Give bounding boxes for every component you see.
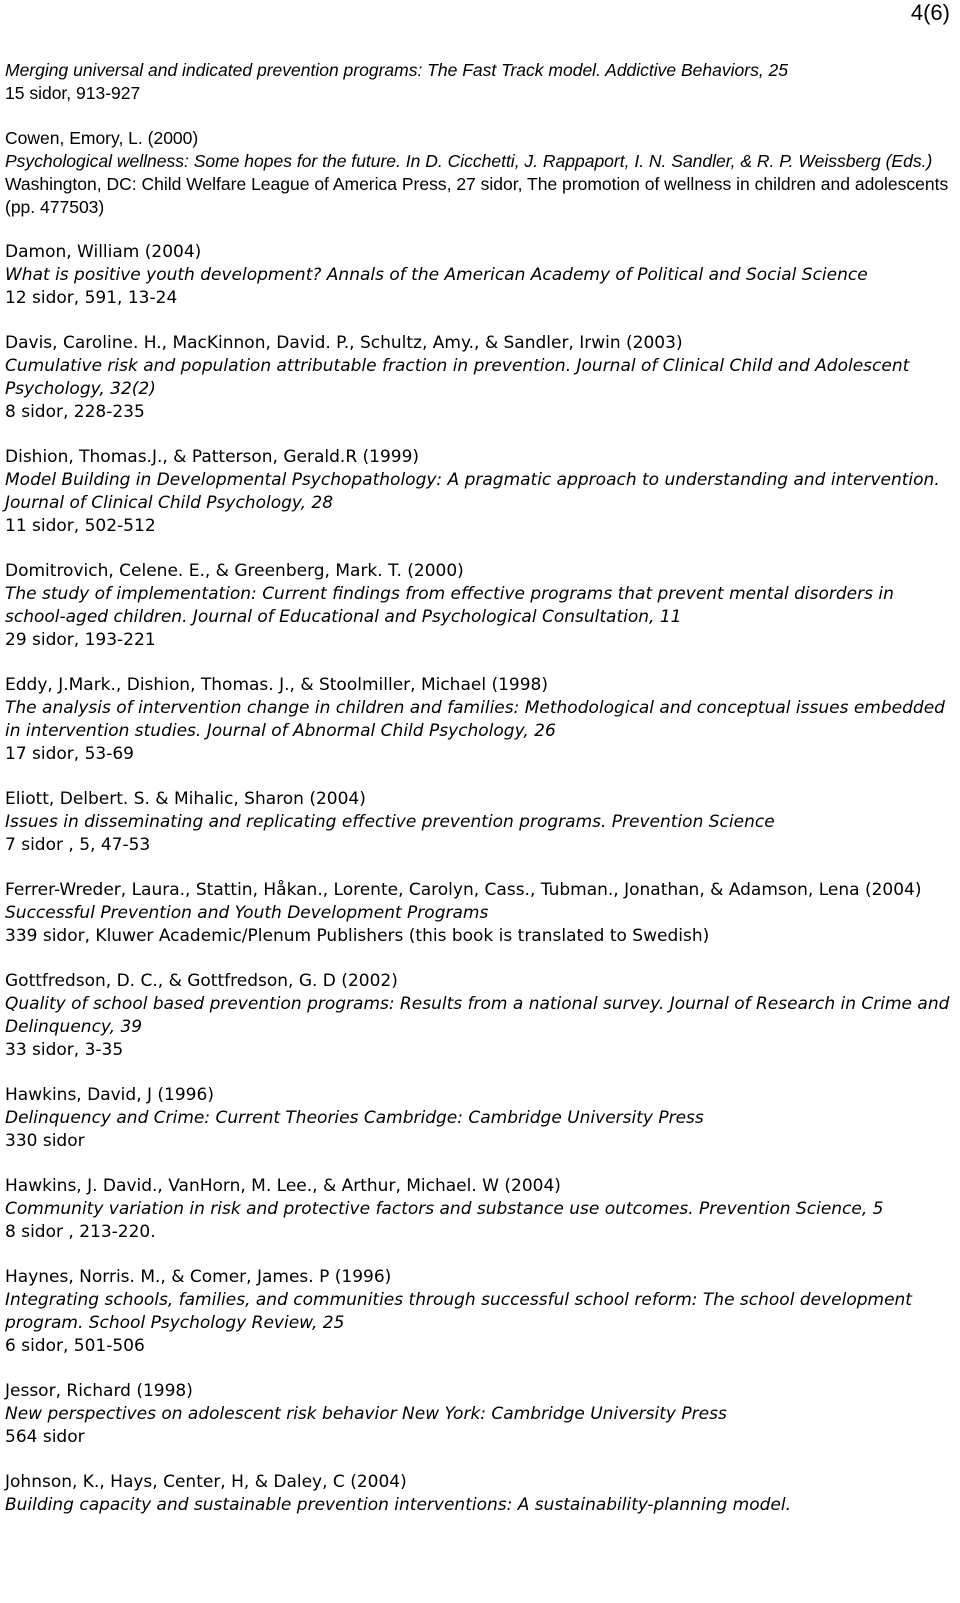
reference-entry [5, 1380, 950, 1449]
reference-authors: Eliott, Delbert. S. & Mihalic, Sharon (2004) [5, 789, 366, 809]
reference-entry [5, 446, 950, 538]
reference-entry [5, 1266, 950, 1358]
reference-entry [5, 674, 950, 766]
reference-list [5, 59, 950, 1539]
reference-details: 339 sidor, Kluwer Academic/Plenum Publishers (this book is translated to Swedish) [5, 926, 710, 946]
reference-authors: Gottfredson, D. C., & Gottfredson, G. D (2002) [5, 971, 398, 991]
reference-details: Washington, DC: Child Welfare League of America Press, 27 sidor, The promotion of wellness in children and adolescents (pp. 477503) [5, 174, 949, 217]
reference-authors: Davis, Caroline. H., MacKinnon, David. P., Schultz, Amy., & Sandler, Irwin (2003) [5, 333, 683, 353]
reference-details: 29 sidor, 193-221 [5, 630, 156, 650]
reference-title: Merging universal and indicated prevention programs: The Fast Track model. Addictive Behaviors, 25 [5, 60, 789, 80]
reference-entry [5, 59, 950, 105]
reference-title: Delinquency and Crime: Current Theories Cambridge: Cambridge University Press [5, 1108, 704, 1128]
reference-title: New perspectives on adolescent risk behavior New York: Cambridge University Press [5, 1404, 727, 1424]
reference-title: Psychological wellness: Some hopes for the future. In D. Cicchetti, J. Rappaport, I. N. Sandler, & R. P. Weissberg (Eds.) [5, 151, 933, 171]
reference-title: Quality of school based prevention programs: Results from a national survey. Journal of Research in Crime and Delinquency, 39 [5, 994, 950, 1037]
reference-title: What is positive youth development? Annals of the American Academy of Political and Social Science [5, 265, 868, 285]
reference-details: 15 sidor, 913-927 [5, 83, 141, 103]
reference-details: 8 sidor , 213-220. [5, 1222, 156, 1242]
reference-authors: Hawkins, David, J (1996) [5, 1085, 214, 1105]
reference-authors: Dishion, Thomas.J., & Patterson, Gerald.R (1999) [5, 447, 420, 467]
reference-title: The analysis of intervention change in children and families: Methodological and conceptual issues embedded in intervention studies. Journal of Abnormal Child Psychology, 26 [5, 698, 945, 741]
reference-details: 6 sidor, 501-506 [5, 1336, 145, 1356]
reference-details: 11 sidor, 502-512 [5, 516, 156, 536]
reference-entry [5, 879, 950, 948]
reference-entry [5, 560, 950, 652]
reference-entry [5, 970, 950, 1062]
reference-title: Model Building in Developmental Psychopathology: A pragmatic approach to understanding and intervention. Journal of Clinical Child Psychology, 28 [5, 470, 940, 513]
reference-title: Community variation in risk and protective factors and substance use outcomes. Prevention Science, 5 [5, 1199, 884, 1219]
reference-title: Building capacity and sustainable prevention interventions: A sustainability-planning model. [5, 1495, 791, 1515]
reference-entry [5, 241, 950, 310]
reference-authors: Jessor, Richard (1998) [5, 1381, 193, 1401]
reference-details: 33 sidor, 3-35 [5, 1040, 124, 1060]
reference-authors: Haynes, Norris. M., & Comer, James. P (1996) [5, 1267, 392, 1287]
reference-authors: Eddy, J.Mark., Dishion, Thomas. J., & Stoolmiller, Michael (1998) [5, 675, 548, 695]
reference-details: 7 sidor , 5, 47-53 [5, 835, 151, 855]
reference-authors: Damon, William (2004) [5, 242, 202, 262]
reference-authors: Domitrovich, Celene. E., & Greenberg, Mark. T. (2000) [5, 561, 464, 581]
page-number: 4(6) [910, 0, 950, 25]
reference-entry [5, 127, 950, 219]
reference-entry [5, 1471, 950, 1517]
reference-entry [5, 332, 950, 424]
reference-authors: Hawkins, J. David., VanHorn, M. Lee., & Arthur, Michael. W (2004) [5, 1176, 561, 1196]
reference-details: 12 sidor, 591, 13-24 [5, 288, 178, 308]
reference-title: Successful Prevention and Youth Development Programs [5, 903, 489, 923]
reference-authors: Ferrer-Wreder, Laura., Stattin, Håkan., Lorente, Carolyn, Cass., Tubman., Jonathan, & Adamson, Lena (2004) [5, 880, 922, 900]
reference-details: 8 sidor, 228-235 [5, 402, 145, 422]
reference-authors: Cowen, Emory, L. (2000) [5, 128, 199, 148]
reference-entry [5, 1084, 950, 1153]
reference-entry [5, 788, 950, 857]
reference-title: Cumulative risk and population attributable fraction in prevention. Journal of Clinical Child and Adolescent Psychology, 32(2) [5, 356, 910, 399]
reference-authors: Johnson, K., Hays, Center, H, & Daley, C (2004) [5, 1472, 407, 1492]
reference-details: 17 sidor, 53-69 [5, 744, 135, 764]
reference-title: The study of implementation: Current findings from effective programs that prevent mental disorders in school-aged children. Journal of Educational and Psychological Consultation, 11 [5, 584, 894, 627]
reference-title: Integrating schools, families, and communities through successful school reform: The school development program. School Psychology Review, 25 [5, 1290, 912, 1333]
reference-details: 564 sidor [5, 1427, 85, 1447]
reference-entry [5, 1175, 950, 1244]
reference-details: 330 sidor [5, 1131, 85, 1151]
reference-title: Issues in disseminating and replicating effective prevention programs. Prevention Science [5, 812, 775, 832]
